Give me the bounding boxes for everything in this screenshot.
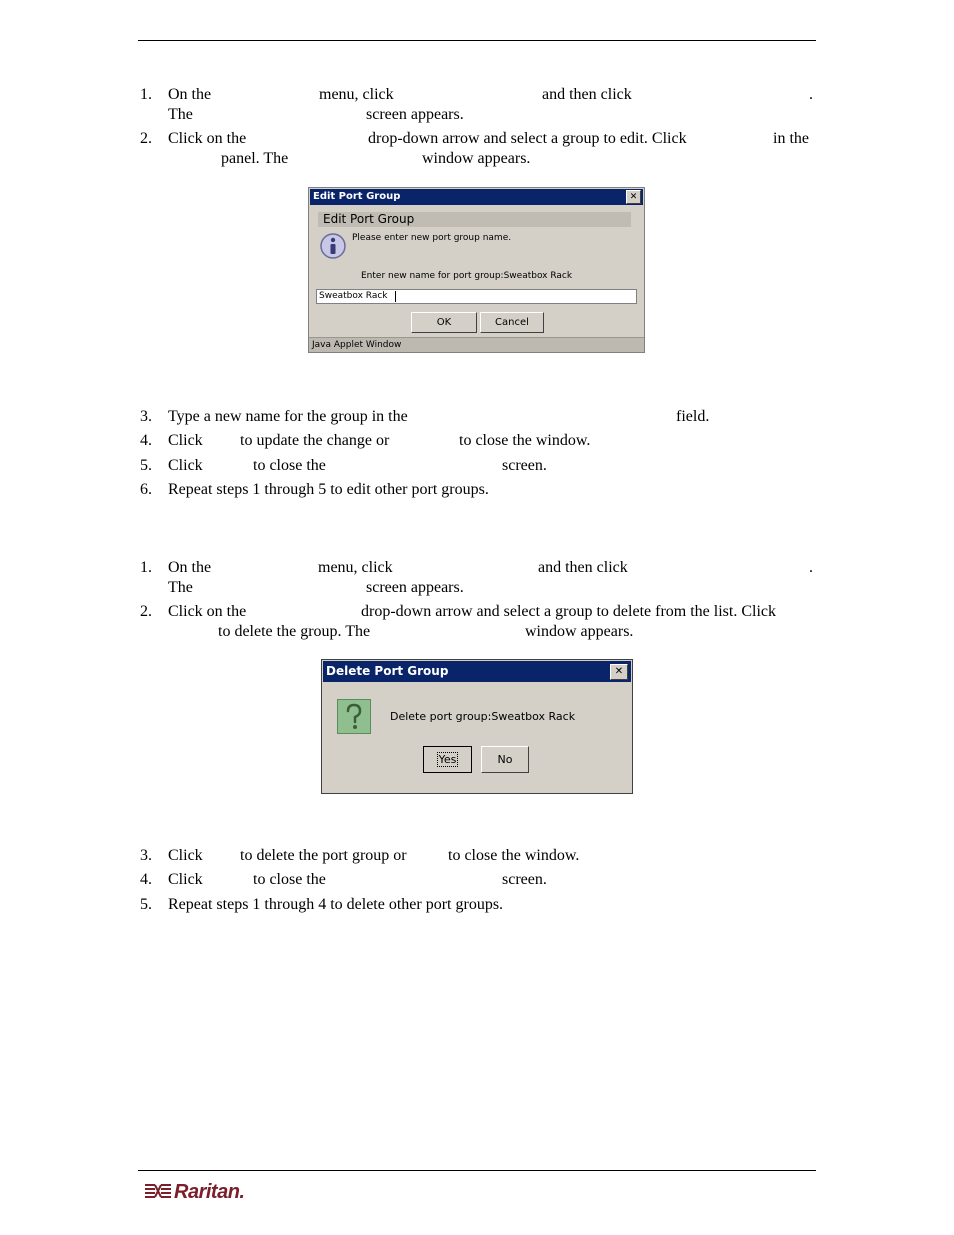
step-text: Repeat steps 1 through 4 to delete other port groups. <box>168 896 504 913</box>
question-icon <box>337 699 371 734</box>
cancel-button-label: Cancel <box>495 317 529 328</box>
delete-port-group-dialog <box>321 659 633 794</box>
close-icon: ✕ <box>614 666 624 677</box>
dialog-message: Delete port group:Sweatbox Rack <box>390 710 576 723</box>
logo-wordmark: Raritan. <box>174 1181 245 1203</box>
step-text: . <box>809 559 813 576</box>
list-item <box>140 558 814 598</box>
step-text: in the <box>773 130 809 147</box>
list-item <box>140 895 814 915</box>
step-text: screen appears. <box>366 579 464 596</box>
step-text: menu, click <box>318 559 393 576</box>
step-text: field. <box>676 408 710 425</box>
step-text: The <box>168 106 193 123</box>
list-item <box>140 870 814 890</box>
step-text: and then click <box>542 86 632 103</box>
footer-rule <box>138 1170 816 1171</box>
list-item <box>140 407 814 427</box>
step-text: Click <box>168 871 203 888</box>
step-number: 1. <box>140 86 152 103</box>
no-button-label: No <box>497 753 513 766</box>
step-text: to delete the group. The <box>218 623 371 640</box>
step-text: window appears. <box>525 623 634 640</box>
step-text: to close the <box>253 871 326 888</box>
step-text: Click <box>168 847 203 864</box>
dialog-title: Edit Port Group <box>313 191 401 202</box>
text-caret <box>395 291 396 302</box>
list-item <box>140 129 814 169</box>
step-number: 2. <box>140 130 152 147</box>
step-text: window appears. <box>422 150 531 167</box>
step-number: 1. <box>140 559 152 576</box>
ok-button[interactable] <box>411 312 477 333</box>
edit-port-group-dialog <box>308 187 645 353</box>
step-number: 4. <box>140 871 152 888</box>
close-button[interactable] <box>626 190 641 204</box>
yes-button-label: Yes <box>438 753 457 766</box>
step-text: drop-down arrow and select a group to edit. Click <box>368 130 687 147</box>
step-text: to close the window. <box>459 432 591 449</box>
status-text: Java Applet Window <box>312 340 402 350</box>
dialog-titlebar[interactable] <box>323 661 631 682</box>
list-item <box>140 456 814 476</box>
dialog-header-text: Edit Port Group <box>323 212 415 226</box>
ok-button-label: OK <box>436 317 452 328</box>
dialog-header <box>318 212 631 227</box>
step-text: The <box>168 579 193 596</box>
step-text: panel. The <box>221 150 289 167</box>
step-text: On the <box>168 559 212 576</box>
no-button[interactable] <box>481 746 529 773</box>
step-number: 5. <box>140 457 152 474</box>
step-text: Type a new name for the group in the <box>168 408 408 425</box>
dialog-titlebar[interactable] <box>310 189 643 205</box>
step-text: Click <box>168 457 203 474</box>
step-text: to delete the port group or <box>240 847 407 864</box>
raritan-logo-icon <box>143 1181 173 1203</box>
close-icon: ✕ <box>629 192 638 202</box>
step-number: 4. <box>140 432 152 449</box>
list-item <box>140 480 814 500</box>
step-text: . <box>809 86 813 103</box>
step-number: 5. <box>140 896 152 913</box>
step-text: Click on the <box>168 130 247 147</box>
step-text: screen. <box>502 457 547 474</box>
list-item <box>140 602 814 642</box>
list-item <box>140 431 814 451</box>
step-text: Click on the <box>168 603 247 620</box>
step-text: menu, click <box>319 86 394 103</box>
step-text: and then click <box>538 559 628 576</box>
step-number: 2. <box>140 603 152 620</box>
dialog-message: Please enter new port group name. <box>352 233 512 243</box>
step-text: to close the window. <box>448 847 580 864</box>
step-number: 6. <box>140 481 152 498</box>
applet-status-bar <box>309 337 644 352</box>
yes-button[interactable] <box>423 746 472 773</box>
step-text: Click <box>168 432 203 449</box>
step-number: 3. <box>140 847 152 864</box>
step-text: to update the change or <box>240 432 390 449</box>
list-item <box>140 85 814 125</box>
step-text: screen. <box>502 871 547 888</box>
close-button[interactable] <box>610 664 628 680</box>
header-rule <box>138 40 816 41</box>
input-value: Sweatbox Rack <box>319 291 388 301</box>
list-item <box>140 846 814 866</box>
step-text: Repeat steps 1 through 5 to edit other port groups. <box>168 481 489 498</box>
cancel-button[interactable] <box>480 312 544 333</box>
raritan-logo <box>143 1180 253 1204</box>
info-icon <box>319 232 347 260</box>
port-group-name-input[interactable] <box>316 289 637 304</box>
step-text: screen appears. <box>366 106 464 123</box>
step-text: to close the <box>253 457 326 474</box>
step-text: drop-down arrow and select a group to delete from the list. Click <box>361 603 776 620</box>
step-text: On the <box>168 86 212 103</box>
step-number: 3. <box>140 408 152 425</box>
dialog-prompt: Enter new name for port group:Sweatbox Rack <box>361 271 573 281</box>
dialog-title: Delete Port Group <box>326 664 449 678</box>
